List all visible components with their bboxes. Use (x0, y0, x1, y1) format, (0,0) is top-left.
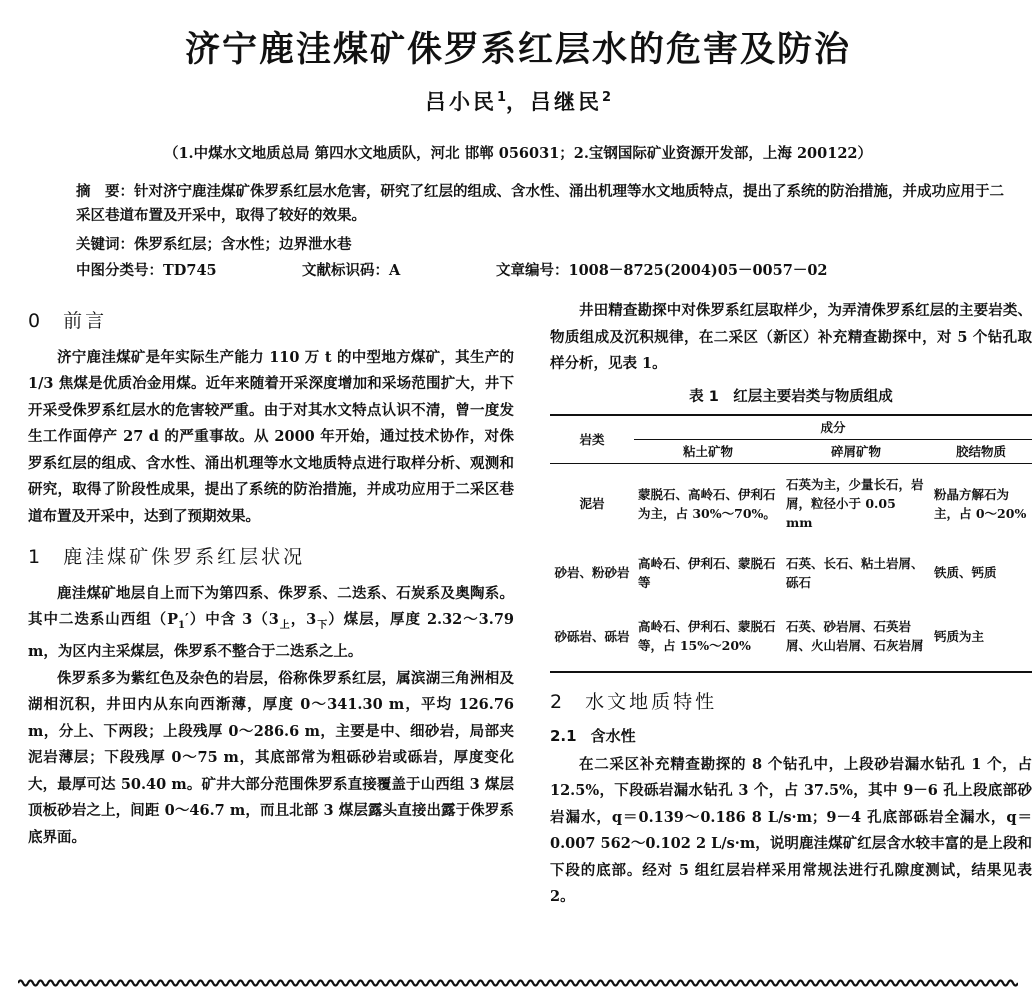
table-header-rock: 岩类 (550, 415, 634, 464)
body-paragraph: 在二采区补充精查勘探的 8 个钻孔中，上段砂岩漏水钻孔 1 个，占 12.5%，下段砾岩漏水钻孔 3 个，占 37.5%，其中 9－6 孔上段底部砂岩漏水，q＝0.139～0.186 8 L/s·m；9－4 孔底部砾岩全漏水，q＝0.007 562～0.102 2 L/s·m，说明鹿洼煤矿红层含水较丰富的是上段和下段的底部。经对 5 组红层岩样采用常规法进行孔隙度测试，结果见表 2。 (550, 755, 1032, 905)
decorative-wavy-rule (18, 976, 1018, 990)
table-cell: 高岭石、伊利石、蒙脱石等，占 15%～20% (638, 619, 776, 653)
left-column (28, 308, 514, 851)
table-cell: 砂岩、粉砂岩 (554, 565, 630, 580)
affiliation: （1.中煤水文地质总局 第四水文地质队，河北 邯郸 056031；2.宝钢国际矿业资源开发部，上海 200122） (163, 145, 873, 162)
body-paragraph (28, 581, 514, 666)
abstract-text: 针对济宁鹿洼煤矿侏罗系红层水危害，研究了红层的组成、含水性、涌出机理等水文地质特点，提出了系统的防治措施，并成功应用于二采区巷道布置及开采中，取得了较好的效果。 (76, 183, 1004, 224)
classification-line (76, 259, 1006, 283)
body-paragraph: 侏罗系多为紫红色及杂色的岩层，俗称侏罗系红层，属滨湖三角洲相及湖相沉积，井田内从东向西渐薄，厚度 0～341.30 m，平均 126.76 m，分上、下两段；上段残厚 0～286.6 m，主要是中、细砂岩，局部夹泥岩薄层；下段残厚 0～75 m，其底部常为粗砾砂岩或砾岩，厚度变化大，最厚可达 50.40 m。矿井大部分范围侏罗系直接覆盖于山西组 3 煤层顶板砂岩之上，间距 0～46.7 m，而且北部 3 煤层露头直接出露于侏罗系底界面。 (28, 669, 514, 846)
author-superscript: 2 (602, 90, 612, 105)
table-cell: 铁质、钙质 (934, 565, 997, 580)
table-cell: 石英为主，少量长石，岩屑，粒径小于 0.05 mm (786, 477, 924, 531)
right-column (550, 298, 1032, 911)
table-cell: 砂砾岩、砾岩 (554, 628, 630, 644)
subsection-title: 含水性 (590, 727, 636, 745)
section-number: 1 (28, 546, 44, 568)
abstract (76, 180, 1006, 227)
table-cell: 蒙脱石、高岭石、伊利石为主，占 30%～70%。 (638, 486, 776, 521)
section-number: 0 (28, 310, 44, 332)
table-cell: 高岭石、伊利石、蒙脱石等 (638, 555, 776, 590)
intro-paragraph: 济宁鹿洼煤矿是年实际生产能力 110 万 t 的中型地方煤矿，其生产的 1/3 焦煤是优质冶金用煤。近年来随着开采深度增加和采场范围扩大，井下开采受侏罗系红层水的危害较严重。由于对其水文特点认识不清，曾一度发生工作面停产 27 d 的严重事故。从 2000 年开始，通过技术协作，对侏罗系红层的组成、含水性、涌出机理等水文地质特点进行取样分析、观测和研究，取得了阶段性成果，提出了系统的防治措施，并成功应用于二采区巷道布置及开采中，达到了预期效果。 (28, 348, 514, 525)
keywords (76, 233, 1006, 257)
article-number: 1008－8725(2004)05－0057－02 (568, 262, 828, 279)
clc-code: TD745 (163, 262, 217, 279)
section-heading (550, 689, 1032, 716)
clc-label: 中图分类号： (76, 263, 163, 279)
section-title: 鹿洼煤矿侏罗系红层状况 (63, 546, 306, 568)
paper-title: 济宁鹿洼煤矿侏罗系红层水的危害及防治 (184, 30, 851, 70)
text-run: ′）中含 3（3 (185, 611, 279, 628)
subsection-number: 2.1 (550, 727, 577, 745)
author-separator: ， (506, 90, 530, 114)
keywords-text: 侏罗系红层；含水性；边界泄水巷 (134, 236, 352, 253)
article-number-label: 文章编号： (496, 263, 569, 279)
text-run: ，3 (290, 611, 317, 628)
text-run: 鹿洼煤矿地层自上而下为第四系、侏罗系、二迭系、石炭系及奥陶系。其中二迭系山西组（P (28, 584, 514, 628)
author-superscript: 1 (496, 90, 506, 105)
table-row (550, 544, 1032, 602)
text-run: ）煤层，厚度 2.32～3.79 m，为区内主采煤层，侏罗系不整合于二迭系之上。 (28, 611, 515, 661)
subscript: 下 (316, 619, 329, 631)
section-title: 前言 (63, 310, 108, 332)
table-header-group: 成分 (634, 415, 1032, 440)
table-cell: 石英、长石、粘土岩屑、砾石 (786, 555, 924, 590)
table-header-cell: 碎屑矿物 (782, 440, 930, 464)
body-paragraph: 井田精查勘探中对侏罗系红层取样少，为弄清侏罗系红层的主要岩类、物质组成及沉积规律，在二采区（新区）补充精查勘探中，对 5 个钻孔取样分析，见表 1。 (550, 302, 1032, 372)
section-number: 2 (550, 690, 566, 713)
table-caption: 表 1 红层主要岩类与物质组成 (689, 388, 893, 405)
section-title: 水文地质特性 (585, 690, 718, 713)
author-name: 吕小民 (424, 90, 497, 114)
doc-code: A (389, 262, 401, 279)
doc-code-label: 文献标识码： (302, 263, 389, 279)
table-header-cell: 粘土矿物 (634, 440, 782, 464)
section-heading (28, 308, 514, 335)
table-cell: 粉晶方解石为主，占 0～20% (934, 486, 1027, 521)
table-row (550, 602, 1032, 672)
subscript: 上 (278, 619, 291, 631)
table-1 (550, 414, 1032, 673)
table-header-row (550, 415, 1032, 440)
table-row (550, 464, 1032, 544)
author-name: 吕继民 (530, 90, 602, 114)
table-cell: 泥岩 (579, 496, 605, 512)
abstract-label: 摘 要： (76, 184, 134, 200)
subsection-heading (550, 723, 1032, 750)
author-line (0, 86, 1036, 116)
keywords-label: 关键词： (76, 237, 134, 253)
table-cell: 石英、砂岩屑、石英岩屑、火山岩屑、石灰岩屑 (786, 619, 924, 653)
table-header-cell: 胶结物质 (930, 440, 1032, 464)
subscript: 1 (178, 619, 186, 631)
section-heading (28, 544, 514, 571)
table-cell: 钙质为主 (934, 628, 985, 644)
